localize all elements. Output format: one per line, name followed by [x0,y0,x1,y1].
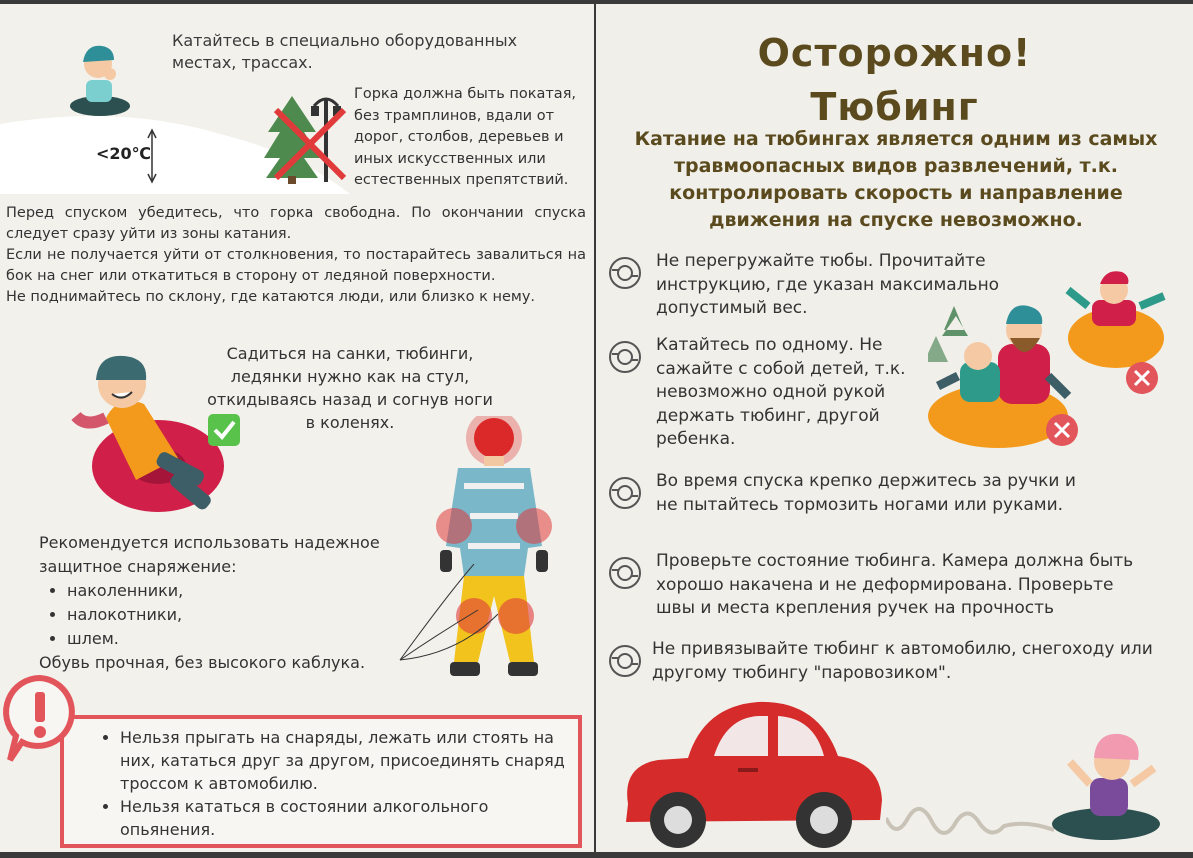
gear-intro: Рекомендуется использовать надежное защитное снаряжение: [39,533,380,576]
prohibition-item: • Нельзя прыгать на снаряды, лежать или стоять на них, кататься друг за другом, присоединять снаряд троссом к автомобилю. [120,726,568,795]
title-line-1: Осторожно! [757,31,1032,75]
lead-paragraph: Катание на тюбингах является одним из самых травмоопасных видов развлечений, т.к. контролировать скорость и направление движения на спуске невозможно. [634,128,1158,231]
sitting-posture-note: Садиться на санки, тюбинги, ледянки нужно как на стул, откидываясь назад и согнув ноги в коленях. [207,344,493,432]
tube-wheel-icon [608,476,642,510]
gear-item: • шлем. [67,627,409,651]
footwear-note: Обувь прочная, без высокого каблука. [39,653,366,672]
tube-wheel-icon [608,644,642,678]
page-title [596,26,1193,134]
descent-rules [6,203,586,308]
descent-rule: Если не получается уйти от столкновения, то постарайтесь завалиться на бок на снег или откатиться в сторону от ледяной поверхности. [6,247,586,284]
slope-requirements-note: Горка должна быть покатая, без трамплинов, вдали от дорог, столбов, деревьев и иных искусственных или естественных препятствий. [354,86,577,188]
gear-item: • налокотники, [67,603,409,627]
right-page [596,4,1193,852]
rule-text: Не привязывайте тюбинг к автомобилю, снегоходу или другому тюбингу "паровозиком". [652,639,1153,683]
kids-on-tubes-illustration [928,266,1184,456]
left-page [0,4,594,852]
prohibition-item: • Нельзя кататься в состоянии алкогольного опьянения. [120,795,568,841]
tow-rope [886,800,1056,850]
tube-wheel-icon [608,340,642,374]
tube-wheel-icon [608,556,642,590]
car-icon [618,696,888,852]
exclamation-icon [0,674,80,764]
rule-text: Проверьте состояние тюбинга. Камера должна быть хорошо накачена и не деформирована. Проверьте швы и места крепления ручек на прочность [656,551,1134,618]
prohibitions-list [98,726,568,841]
gear-list [39,579,409,651]
gear-pointer-lines [398,564,498,664]
rule-text: Катайтесь по одному. Не сажайте с собой детей, т.к. невозможно одной рукой держать тюбинг, другой ребенка. [656,335,906,449]
descent-rule: Не поднимайтесь по склону, где катаются люди, или близко к нему. [6,289,536,305]
tree-icon [262,92,352,184]
child-on-tube-icon [66,38,138,122]
rule-text: Во время спуска крепко держитесь за ручки и не пытайтесь тормозить ногами или руками. [656,471,1076,515]
tube-wheel-icon [608,256,642,290]
protective-gear-block [39,531,409,675]
child-waving-icon [1046,728,1172,844]
title-line-2: Тюбинг [810,85,979,129]
rule-text: Не перегружайте тюбы. Прочитайте инструкцию, где указан максимально допустимый вес. [656,251,1000,318]
descent-rule: Перед спуском убедитесь, что горка свободна. По окончании спуска следует сразу уйти из зоны катания. [6,205,586,242]
slope-angle-label: <20℃ [96,144,152,163]
gear-item: • наколенники, [67,579,409,603]
designated-places-note: Катайтесь в специально оборудованных местах, трассах. [172,31,518,72]
